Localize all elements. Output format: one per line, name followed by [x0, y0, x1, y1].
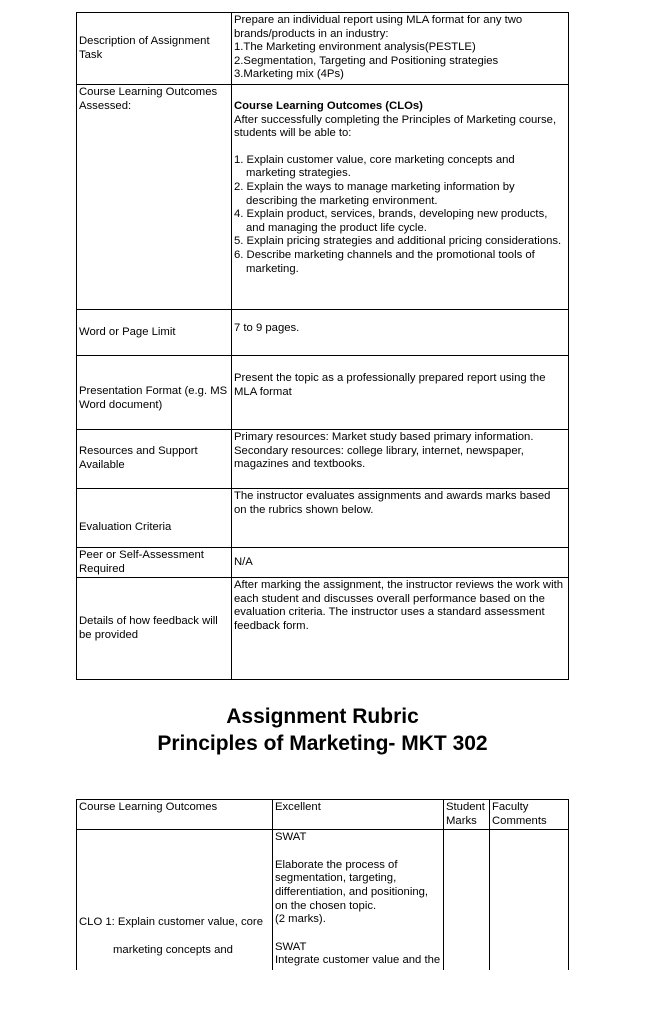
description-line: Prepare an individual report using MLA format for any two brands/products in an industry:	[234, 14, 523, 40]
clo-intro: After successfully completing the Principles of Marketing course, students will be able to:	[234, 113, 557, 140]
rubric-row-clo1	[77, 830, 569, 983]
excellent-swat-text: Integrate customer value and the	[275, 954, 441, 967]
header-faculty-comments: Faculty Comments	[490, 800, 569, 830]
header-excellent: Excellent	[273, 800, 444, 830]
rubric-title-line1: Assignment Rubric	[226, 705, 419, 728]
rubric-student-marks-cell	[444, 830, 490, 983]
header-student-marks: Student Marks	[444, 800, 490, 830]
rubric-clo-line: CLO 1: Explain customer value, core	[79, 916, 263, 929]
value-peer-assessment: N/A	[232, 548, 569, 578]
label-evaluation: Evaluation Criteria	[77, 489, 232, 548]
value-word-limit: 7 to 9 pages.	[232, 310, 569, 356]
description-line: 2.Segmentation, Targeting and Positioning strategies	[234, 54, 499, 67]
excellent-swat-title: SWAT	[275, 940, 307, 953]
rubric-clo-line: marketing concepts and	[113, 944, 233, 957]
value-clos	[232, 85, 569, 310]
label-feedback: Details of how feedback will be provided	[77, 578, 232, 680]
value-feedback: After marking the assignment, the instructor reviews the work with each student and discusses overall performance based on the evaluation criteria. The instructor uses a standard assessment feedback form.	[232, 578, 569, 680]
row-word-limit	[77, 310, 569, 356]
rubric-clo-cell	[77, 830, 273, 983]
rubric-faculty-comments-cell	[490, 830, 569, 983]
clo-item: 4. Explain product, services, brands, developing new products, and managing the product life cycle.	[234, 208, 548, 234]
row-description	[77, 13, 569, 85]
row-resources	[77, 430, 569, 489]
rubric-title	[0, 703, 645, 757]
rubric-excellent-cell	[273, 830, 444, 983]
clo-heading: Course Learning Outcomes (CLOs)	[234, 100, 423, 112]
label-word-limit: Word or Page Limit	[77, 310, 232, 356]
clo-item: 6. Describe marketing channels and the promotional tools of marketing.	[234, 248, 535, 275]
excellent-swat-text: Elaborate the process of segmentation, targeting, differentiation, and positioning, on the chosen topic.	[275, 858, 429, 912]
value-description	[232, 13, 569, 85]
clo-list	[234, 154, 566, 276]
clo-item: 2. Explain the ways to manage marketing information by describing the marketing environment.	[234, 180, 515, 207]
row-feedback	[77, 578, 569, 680]
rubric-table	[76, 799, 569, 983]
resources-line: Primary resources: Market study based primary information.	[234, 431, 534, 443]
value-presentation-format: Present the topic as a professionally prepared report using the MLA format	[232, 356, 569, 430]
excellent-swat-marks: (2 marks).	[275, 913, 326, 926]
resources-line: Secondary resources: college library, internet, newspaper, magazines and textbooks.	[234, 444, 524, 471]
label-resources: Resources and Support Available	[77, 430, 232, 489]
row-peer-assessment	[77, 548, 569, 578]
clo-item: 1. Explain customer value, core marketing concepts and marketing strategies.	[234, 153, 515, 180]
description-line: 1.The Marketing environment analysis(PESTLE)	[234, 41, 476, 54]
value-evaluation: The instructor evaluates assignments and awards marks based on the rubrics shown below.	[232, 489, 569, 548]
label-clos: Course Learning Outcomes Assessed:	[77, 85, 232, 310]
row-presentation-format	[77, 356, 569, 430]
row-clos	[77, 85, 569, 310]
label-presentation-format: Presentation Format (e.g. MS Word document)	[77, 356, 232, 430]
label-description: Description of Assignment Task	[77, 13, 232, 85]
clo-item: 5. Explain pricing strategies and additional pricing considerations.	[234, 235, 562, 248]
header-clo: Course Learning Outcomes	[77, 800, 273, 830]
rubric-header-row	[77, 800, 569, 830]
label-peer-assessment: Peer or Self-Assessment Required	[77, 548, 232, 578]
page-bottom-margin	[0, 970, 645, 1024]
assignment-info-table	[76, 12, 569, 680]
rubric-title-line2: Principles of Marketing- MKT 302	[157, 732, 488, 755]
value-resources	[232, 430, 569, 489]
description-line: 3.Marketing mix (4Ps)	[234, 68, 344, 81]
excellent-swat-title: SWAT	[275, 831, 307, 844]
row-evaluation	[77, 489, 569, 548]
